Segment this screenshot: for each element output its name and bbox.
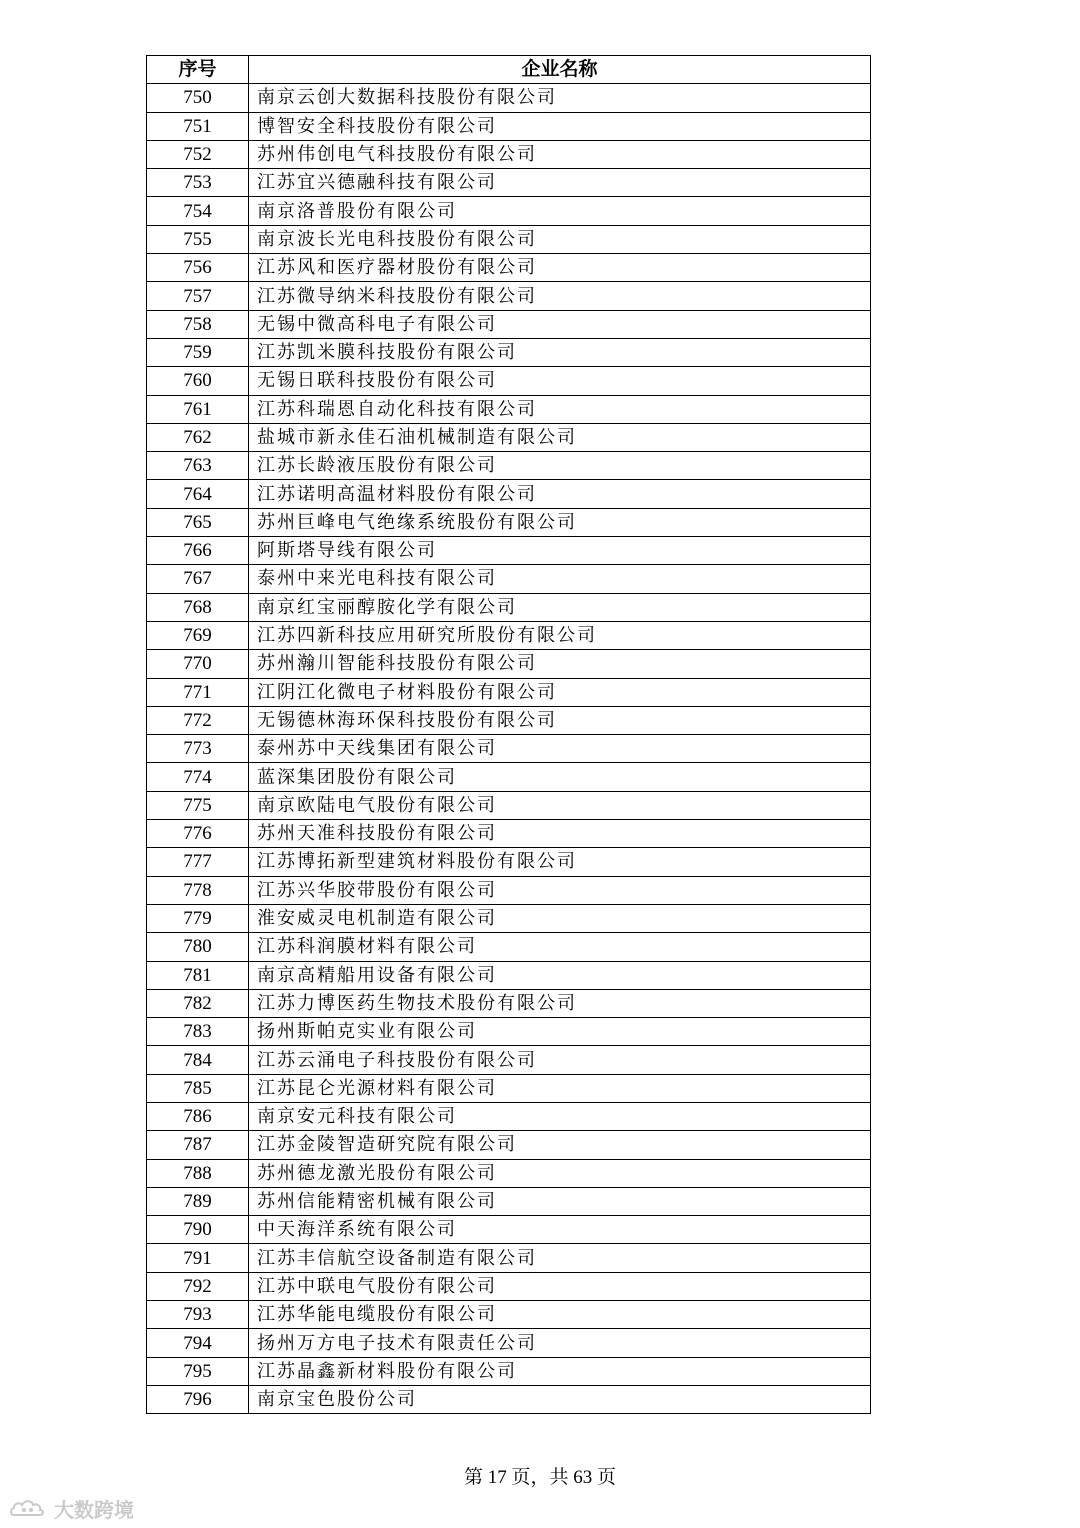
row-company-name: 江苏凯米膜科技股份有限公司 <box>249 338 871 366</box>
row-index: 788 <box>147 1159 249 1187</box>
row-index: 783 <box>147 1018 249 1046</box>
watermark-text: 大数跨境 <box>54 1498 134 1522</box>
row-company-name: 江苏科润膜材料有限公司 <box>249 933 871 961</box>
row-company-name: 江苏丰信航空设备制造有限公司 <box>249 1244 871 1272</box>
row-company-name: 泰州苏中天线集团有限公司 <box>249 735 871 763</box>
table-row <box>147 876 871 904</box>
row-index: 775 <box>147 791 249 819</box>
row-index: 792 <box>147 1272 249 1300</box>
row-index: 753 <box>147 169 249 197</box>
table-row <box>147 197 871 225</box>
table-row <box>147 933 871 961</box>
row-index: 780 <box>147 933 249 961</box>
row-index: 794 <box>147 1329 249 1357</box>
row-index: 754 <box>147 197 249 225</box>
row-index: 759 <box>147 338 249 366</box>
table-row <box>147 961 871 989</box>
row-index: 772 <box>147 706 249 734</box>
table-row <box>147 791 871 819</box>
table-row <box>147 254 871 282</box>
table-row <box>147 140 871 168</box>
table-row <box>147 508 871 536</box>
row-company-name: 苏州德龙激光股份有限公司 <box>249 1159 871 1187</box>
table-row <box>147 1385 871 1413</box>
header-company-name: 企业名称 <box>249 56 871 84</box>
row-index: 756 <box>147 254 249 282</box>
table-row <box>147 338 871 366</box>
row-company-name: 苏州瀚川智能科技股份有限公司 <box>249 650 871 678</box>
table-row <box>147 820 871 848</box>
row-company-name: 扬州斯帕克实业有限公司 <box>249 1018 871 1046</box>
table-row <box>147 735 871 763</box>
company-list-table <box>146 55 871 1414</box>
table-row <box>147 84 871 112</box>
row-index: 758 <box>147 310 249 338</box>
table-row <box>147 1102 871 1130</box>
table-row <box>147 310 871 338</box>
row-company-name: 扬州万方电子技术有限责任公司 <box>249 1329 871 1357</box>
row-company-name: 苏州天准科技股份有限公司 <box>249 820 871 848</box>
table-row <box>147 1018 871 1046</box>
row-company-name: 南京波长光电科技股份有限公司 <box>249 225 871 253</box>
row-index: 787 <box>147 1131 249 1159</box>
row-index: 763 <box>147 452 249 480</box>
row-index: 791 <box>147 1244 249 1272</box>
table-row <box>147 225 871 253</box>
table-row <box>147 1074 871 1102</box>
table-row <box>147 1187 871 1215</box>
row-company-name: 江苏力博医药生物技术股份有限公司 <box>249 989 871 1017</box>
table-row <box>147 1329 871 1357</box>
row-company-name: 南京高精船用设备有限公司 <box>249 961 871 989</box>
row-index: 765 <box>147 508 249 536</box>
table-row <box>147 169 871 197</box>
row-index: 768 <box>147 593 249 621</box>
table-row <box>147 565 871 593</box>
row-company-name: 中天海洋系统有限公司 <box>249 1216 871 1244</box>
row-company-name: 江苏科瑞恩自动化科技有限公司 <box>249 395 871 423</box>
row-company-name: 博智安全科技股份有限公司 <box>249 112 871 140</box>
row-index: 770 <box>147 650 249 678</box>
table-row <box>147 480 871 508</box>
row-index: 778 <box>147 876 249 904</box>
row-index: 777 <box>147 848 249 876</box>
table-row <box>147 1131 871 1159</box>
table-row <box>147 593 871 621</box>
row-index: 750 <box>147 84 249 112</box>
row-company-name: 蓝深集团股份有限公司 <box>249 763 871 791</box>
table-row <box>147 367 871 395</box>
row-company-name: 江苏金陵智造研究院有限公司 <box>249 1131 871 1159</box>
row-index: 755 <box>147 225 249 253</box>
row-company-name: 江阴江化微电子材料股份有限公司 <box>249 678 871 706</box>
row-index: 779 <box>147 904 249 932</box>
header-index: 序号 <box>147 56 249 84</box>
row-index: 785 <box>147 1074 249 1102</box>
row-index: 782 <box>147 989 249 1017</box>
table-header-row <box>147 56 871 84</box>
row-company-name: 江苏云涌电子科技股份有限公司 <box>249 1046 871 1074</box>
table-row <box>147 706 871 734</box>
row-index: 771 <box>147 678 249 706</box>
row-index: 752 <box>147 140 249 168</box>
row-index: 790 <box>147 1216 249 1244</box>
row-company-name: 江苏兴华胶带股份有限公司 <box>249 876 871 904</box>
table-row <box>147 423 871 451</box>
row-company-name: 江苏华能电缆股份有限公司 <box>249 1301 871 1329</box>
row-index: 769 <box>147 621 249 649</box>
row-index: 757 <box>147 282 249 310</box>
watermark <box>10 1494 134 1523</box>
row-index: 786 <box>147 1102 249 1130</box>
row-index: 751 <box>147 112 249 140</box>
row-index: 766 <box>147 537 249 565</box>
row-index: 776 <box>147 820 249 848</box>
cloud-logo-icon <box>10 1497 50 1521</box>
row-company-name: 南京安元科技有限公司 <box>249 1102 871 1130</box>
row-index: 773 <box>147 735 249 763</box>
table-row <box>147 1301 871 1329</box>
table-row <box>147 537 871 565</box>
table-row <box>147 395 871 423</box>
row-company-name: 江苏微导纳米科技股份有限公司 <box>249 282 871 310</box>
table-row <box>147 1244 871 1272</box>
row-company-name: 江苏晶鑫新材料股份有限公司 <box>249 1357 871 1385</box>
row-company-name: 苏州伟创电气科技股份有限公司 <box>249 140 871 168</box>
row-company-name: 淮安威灵电机制造有限公司 <box>249 904 871 932</box>
row-company-name: 苏州巨峰电气绝缘系统股份有限公司 <box>249 508 871 536</box>
row-company-name: 南京欧陆电气股份有限公司 <box>249 791 871 819</box>
row-index: 764 <box>147 480 249 508</box>
row-company-name: 江苏风和医疗器材股份有限公司 <box>249 254 871 282</box>
row-company-name: 南京云创大数据科技股份有限公司 <box>249 84 871 112</box>
table-row <box>147 650 871 678</box>
row-index: 762 <box>147 423 249 451</box>
row-company-name: 泰州中来光电科技有限公司 <box>249 565 871 593</box>
row-index: 796 <box>147 1385 249 1413</box>
row-company-name: 江苏诺明高温材料股份有限公司 <box>249 480 871 508</box>
row-company-name: 南京洛普股份有限公司 <box>249 197 871 225</box>
page-footer: 第 17 页，共 63 页 <box>463 1467 616 1488</box>
table-row <box>147 621 871 649</box>
row-index: 781 <box>147 961 249 989</box>
row-index: 774 <box>147 763 249 791</box>
row-index: 761 <box>147 395 249 423</box>
table-row <box>147 1272 871 1300</box>
table-row <box>147 678 871 706</box>
table-row <box>147 1046 871 1074</box>
row-index: 784 <box>147 1046 249 1074</box>
table-row <box>147 1216 871 1244</box>
row-index: 789 <box>147 1187 249 1215</box>
table-body <box>147 84 871 1414</box>
table-row <box>147 1159 871 1187</box>
row-company-name: 江苏博拓新型建筑材料股份有限公司 <box>249 848 871 876</box>
row-company-name: 苏州信能精密机械有限公司 <box>249 1187 871 1215</box>
row-company-name: 无锡日联科技股份有限公司 <box>249 367 871 395</box>
row-company-name: 南京宝色股份公司 <box>249 1385 871 1413</box>
table-row <box>147 848 871 876</box>
row-company-name: 无锡中微高科电子有限公司 <box>249 310 871 338</box>
row-index: 793 <box>147 1301 249 1329</box>
row-index: 760 <box>147 367 249 395</box>
row-company-name: 江苏宜兴德融科技有限公司 <box>249 169 871 197</box>
row-index: 795 <box>147 1357 249 1385</box>
row-index: 767 <box>147 565 249 593</box>
row-company-name: 江苏四新科技应用研究所股份有限公司 <box>249 621 871 649</box>
table-row <box>147 989 871 1017</box>
table-row <box>147 763 871 791</box>
table-row <box>147 452 871 480</box>
table-row <box>147 1357 871 1385</box>
row-company-name: 江苏昆仑光源材料有限公司 <box>249 1074 871 1102</box>
row-company-name: 江苏中联电气股份有限公司 <box>249 1272 871 1300</box>
row-company-name: 南京红宝丽醇胺化学有限公司 <box>249 593 871 621</box>
row-company-name: 盐城市新永佳石油机械制造有限公司 <box>249 423 871 451</box>
table-row <box>147 282 871 310</box>
row-company-name: 江苏长龄液压股份有限公司 <box>249 452 871 480</box>
table-row <box>147 904 871 932</box>
table-row <box>147 112 871 140</box>
row-company-name: 无锡德林海环保科技股份有限公司 <box>249 706 871 734</box>
row-company-name: 阿斯塔导线有限公司 <box>249 537 871 565</box>
